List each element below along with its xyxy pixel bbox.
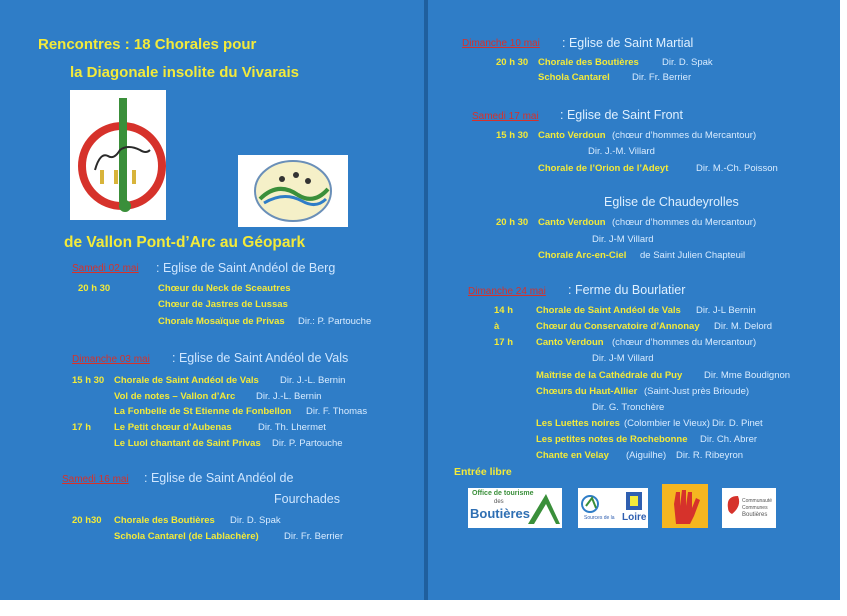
choir-name: Schola Cantarel (de Lablachère) (114, 531, 259, 542)
choir-director: Dir. Th. Lhermet (258, 422, 326, 433)
choir-name: Le Luol chantant de Saint Privas (114, 438, 261, 449)
event-date: Samedi 17 mai (472, 111, 539, 122)
event-time: 15 h 30 (496, 130, 529, 141)
choir-director: Dir. J.-L. Bernin (280, 375, 346, 386)
choir-name: Chorale de l’Orion de l’Adeyt (538, 163, 669, 174)
choir-director: Dir. J-L Bernin (696, 305, 756, 316)
choir-name: Chœur de Jastres de Lussas (158, 299, 288, 310)
choir-detail: (Aiguilhe) (626, 450, 667, 461)
choir-director: Dir. D. Pinet (712, 418, 763, 429)
choir-name: Schola Cantarel (538, 72, 610, 83)
choir-name: Vol de notes – Vallon d’Arc (114, 391, 236, 402)
event-venue: : Eglise de Saint Andéol de Berg (156, 261, 336, 275)
choir-director: Dir. J.-M. Villard (588, 146, 655, 157)
choir-detail: de Saint Julien Chapteuil (640, 250, 746, 261)
event-venue: Eglise de Chaudeyrolles (604, 195, 739, 209)
choir-name: Chœurs du Haut-Allier (536, 386, 638, 397)
tourism-office-line1: Office de tourisme (472, 490, 534, 497)
event-time: 14 h (494, 305, 514, 316)
tourism-office-logo (468, 488, 562, 528)
event-date: Dimanche 10 mai (462, 38, 540, 49)
hand-logo (662, 484, 708, 528)
choir-detail: (Colombier le Vieux) (624, 418, 710, 429)
choir-name: Les petites notes de Rochebonne (536, 434, 688, 445)
event-venue: : Eglise de Saint Martial (562, 36, 694, 50)
choir-director: Dir. P. Partouche (272, 438, 343, 449)
choir-director: Dir. D. Spak (230, 515, 281, 526)
choir-director: Dir. F. Thomas (306, 406, 368, 417)
choir-name: Chorale Arc-en-Ciel (538, 250, 627, 261)
community-logo-line3: Boutières (742, 512, 768, 518)
loire-logo (578, 488, 648, 528)
event-venue-continued: Fourchades (274, 492, 341, 506)
choir-detail: (chœur d’hommes du Mercantour) (612, 130, 757, 141)
choir-name: Chorale des Boutières (538, 57, 639, 68)
event-venue: : Eglise de Saint Andéol de (144, 471, 294, 485)
subtitle: de Vallon Pont-d’Arc au Géopark (64, 234, 306, 251)
choir-name: Le Petit chœur d’Aubenas (114, 422, 232, 433)
choir-director: Dir. R. Ribeyron (676, 450, 744, 461)
event-venue: : Eglise de Saint Andéol de Vals (172, 351, 349, 365)
choir-detail: (chœur d’hommes du Mercantour) (612, 217, 757, 228)
choir-detail: (Saint-Just près Brioude) (644, 386, 750, 397)
event-venue: : Ferme du Bourlatier (568, 283, 686, 297)
choir-name: Les Luettes noires (536, 418, 620, 429)
event-time: 15 h 30 (72, 375, 105, 386)
choir-director: Dir. Mme Boudignon (704, 370, 791, 381)
festival-logo (70, 90, 166, 220)
event-date: Dimanche 24 mai (468, 286, 546, 297)
community-logo (722, 488, 776, 528)
choir-name: Chorale des Boutières (114, 515, 215, 526)
event-date: Dimanche 03 mai (72, 354, 150, 365)
choir-director: Dir. J-M Villard (592, 353, 654, 364)
choir-name: La Fonbelle de St Etienne de Fonbellon (114, 406, 292, 417)
choir-director: Dir. Fr. Berrier (284, 531, 344, 542)
choir-director: Dir. G. Tronchère (592, 402, 665, 413)
community-logo-line1: Communauté (742, 498, 773, 504)
choir-director: Dir. J.-L. Bernin (256, 391, 322, 402)
loire-logo-text: Loire (622, 512, 647, 523)
choir-director: Dir.: P. Partouche (298, 316, 372, 327)
association-logo (238, 155, 348, 227)
tourism-office-line2: des (494, 499, 504, 505)
event-date: Samedi 02 mai (72, 263, 139, 274)
choir-name: Canto Verdoun (536, 337, 604, 348)
choir-name: Chorale Mosaïque de Privas (158, 316, 285, 327)
tourism-office-line3: Boutières (470, 506, 530, 521)
choir-name: Canto Verdoun (538, 217, 606, 228)
community-logo-line2: Communes (742, 505, 768, 511)
loire-logo-small-text: Sources de la (584, 515, 615, 521)
event-time: 20 h30 (72, 515, 102, 526)
event-time: 17 h (494, 337, 514, 348)
choir-director: Dir. Fr. Berrier (632, 72, 692, 83)
event-time: 20 h 30 (496, 217, 529, 228)
event-time: 17 h (72, 422, 92, 433)
choir-name: Chœur du Neck de Sceautres (158, 283, 291, 294)
choir-name: Canto Verdoun (538, 130, 606, 141)
free-entry-label: Entrée libre (454, 466, 512, 478)
choir-name: Chœur du Conservatoire d’Annonay (536, 321, 700, 332)
event-date: Samedi 16 mai (62, 474, 129, 485)
event-time: 20 h 30 (496, 57, 529, 68)
title-line-2: la Diagonale insolite du Vivarais (70, 64, 299, 81)
choir-director: Dir. J-M Villard (592, 234, 654, 245)
choir-name: Maîtrise de la Cathédrale du Puy (536, 370, 683, 381)
event-venue: : Eglise de Saint Front (560, 108, 683, 122)
event-time: 20 h 30 (78, 283, 111, 294)
choir-director: Dir. M.-Ch. Poisson (696, 163, 778, 174)
choir-detail: (chœur d’hommes du Mercantour) (612, 337, 757, 348)
choir-name: Chorale de Saint Andéol de Vals (536, 305, 681, 316)
event-time: à (494, 321, 500, 332)
choir-name: Chorale de Saint Andéol de Vals (114, 375, 259, 386)
choir-name: Chante en Velay (536, 450, 609, 461)
choir-director: Dir. Ch. Abrer (700, 434, 758, 445)
choir-director: Dir. D. Spak (662, 57, 713, 68)
choir-director: Dir. M. Delord (714, 321, 773, 332)
title-line-1: Rencontres : 18 Chorales pour (38, 36, 257, 53)
